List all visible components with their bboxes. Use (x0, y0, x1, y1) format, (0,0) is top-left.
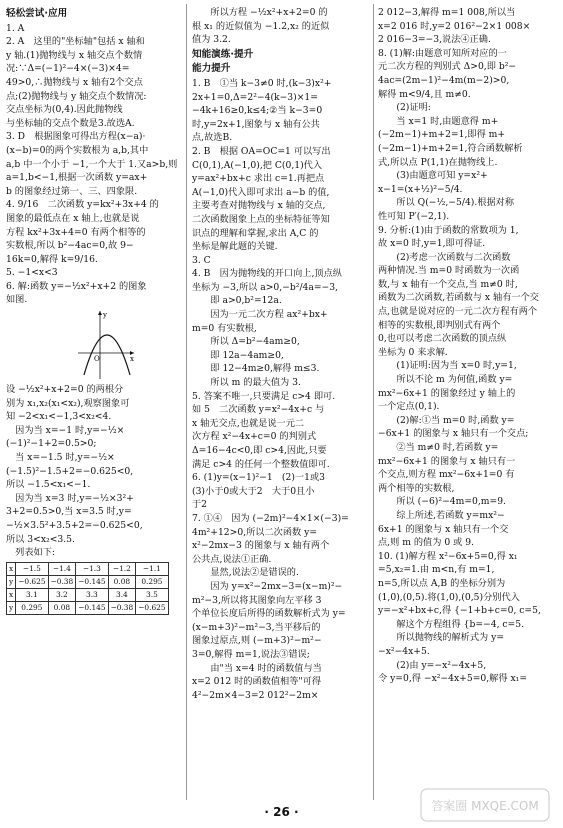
text-line: 4²−2m×4−3=2 012²−2m× (192, 689, 319, 701)
text-line: 实数根,所以 b²−4ac=0,故 9− (6, 240, 134, 252)
table-cell: 3.3 (76, 588, 108, 601)
text-line: 别为 x₁,x₂(x₁<x₂),观察图象可 (6, 397, 130, 409)
text-line: 根 x₁ 的近似值为 −1.2,x₂ 的近似 (192, 20, 330, 32)
table-cell: x (7, 588, 16, 601)
text-line: 令 y=0,得 −x²−4x+5=0,解得 x₁= (378, 673, 528, 685)
text-line: 9. 分析:(1)由于函数的常数项为 1, (378, 224, 519, 236)
column-1-text (6, 22, 184, 307)
text-line: 所以 Q(−½,−5/4).根据对称 (378, 197, 515, 209)
text-line: mx²−6x+1 的图象与 x 轴只有一 (378, 455, 516, 467)
text-line: 公共点,说法①正确. (192, 553, 272, 565)
text-line: (1,0),(0,5).将(1,0),(0,5)分别代入 (378, 591, 520, 603)
text-line: 数,与 x 轴有一个交点,当 m≠0 时, (378, 278, 518, 290)
text-line: 元二次方程的判别式 Δ>0,即 b²− (378, 61, 517, 73)
text-line: (−1)²−1+2=0.5>0; (6, 438, 97, 450)
text-line: 4m²+12>0,所以二次函数 y= (192, 526, 318, 538)
text-line: (x−b)=0的两个实数根为 a,b,其中 (6, 144, 149, 156)
table-cell: −0.38 (48, 575, 76, 588)
column-2-text-b (192, 77, 370, 702)
text-line: 6. (1)y=(x−1)²−1 (2)一1或3 (192, 472, 325, 484)
table-cell: 0.295 (136, 575, 168, 588)
graph-x-label: x (130, 355, 134, 364)
text-line: 2 012−3,解得 m=1 008,所以当 (378, 7, 516, 18)
text-line: 2 016−3=−3,说法④正确. (378, 34, 491, 46)
watermark-logo (420, 788, 550, 822)
text-line: 况:∵Δ=(−1)²−4×(−3)×4= (6, 63, 130, 75)
text-line: 函数为二次函数,若函数与 x 轴有一个交 (378, 292, 539, 304)
text-line: (x−m+3)²−m²−3,当平移后的 (192, 621, 321, 633)
table-cell: −0.625 (136, 601, 168, 614)
column-1 (6, 6, 184, 615)
text-line: m²−3,所以将其图象向左平移 3 (192, 594, 322, 606)
text-line: 10. (1)解方程 x²−6x+5=0,得 x₁ (378, 550, 518, 562)
text-line: 2x+1=0,Δ=2²−4(k−3)×1= (192, 91, 318, 103)
text-line: −x²−4x+5. (378, 645, 430, 657)
text-line: 显然,说法②是错误的. (192, 567, 299, 579)
column-3-text (378, 6, 558, 686)
table-cell: −1.3 (76, 562, 108, 575)
text-line: 所以抛物线的解析式为 y= (378, 632, 505, 644)
text-line: (3)由题意可知 y=x²+ (378, 170, 488, 182)
text-line: 与坐标轴的交点个数是3.故选A. (6, 117, 135, 129)
text-line: 3. D 根据图象可得出方程(x−a)· (6, 131, 146, 143)
text-line: 1. B ①当 k−3≠0 时,(k−3)x²+ (192, 77, 332, 89)
text-line: y=−x²+bx+c,得 {−1+b+c=0, c=5, (378, 605, 541, 617)
text-line: 1. A (6, 22, 25, 34)
text-line: 即 a>0,b²=12a. (192, 295, 282, 307)
text-line: 解得 m<9/4,且 m≠0. (378, 88, 471, 100)
table-cell: −0.625 (16, 575, 48, 588)
text-line: 方程 kx²+3x+4=0 有两个相等的 (6, 226, 146, 238)
text-line: 知 −2<x₁<−1,3<x₂<4. (6, 411, 112, 423)
text-line: (−2m−1)+m+2=1,即得 m+ (378, 129, 506, 141)
column-divider-1 (186, 4, 187, 800)
text-line: 交点坐标为(0,4).因此抛物线 (6, 104, 123, 116)
text-line: x=2 012 时的函数值相等"可得 (192, 676, 322, 688)
page-number: · 26 · (264, 805, 299, 819)
text-line: 6. 解:函数 y=−½x²+x+2 的图象 (6, 280, 147, 292)
text-line: 坐标为 −3,所以 a>0,−b²/4a=−3, (192, 281, 339, 293)
text-line: 所以 Δ=b²−4am≥0, (192, 336, 300, 348)
text-line: 次方程 x²−4x+c=0 的判别式 (192, 431, 317, 443)
text-line: 如图. (6, 294, 28, 306)
table-cell: −0.145 (76, 601, 108, 614)
parabola-graph (76, 309, 136, 381)
text-line: (3)小于0或大于2 大于0且小 (192, 485, 315, 497)
text-line: 主要考查对抛物线与 x 轴的交点, (192, 200, 326, 212)
text-line: 点,则 m 的值为 0 或 9. (378, 537, 474, 549)
text-line: 16k=0,解得 k=9/16. (6, 253, 98, 265)
text-line: 个交点,则方程 mx²−6x+1=0 有 (378, 469, 515, 481)
table-cell: 3.5 (136, 588, 168, 601)
text-line: (2)由 y=−x²−4x+5, (378, 659, 487, 671)
text-line: 因为当 x=−1 时,y=−½× (6, 424, 125, 436)
text-line: 列表如下: (6, 547, 56, 559)
text-line: ②当 m≠0 时,若函数 y= (378, 442, 499, 453)
text-line: =5,x₂=1.由 m<n,有 m=1, (378, 564, 495, 576)
text-line: 所以方程 −½x²+x+2=0 的 (192, 7, 328, 18)
text-line: 式,所以点 P(1,1)在抛物线上. (378, 156, 498, 168)
text-line: 因为 y=x²−2mx−3=(x−m)²− (192, 580, 343, 592)
text-line: 所以 −1.5<x₁<−1. (6, 479, 91, 491)
text-line: 点;(2)抛物线与 y 轴交点个数情况: (6, 90, 147, 102)
text-line: 8. (1)解:由题意可知所对应的一 (378, 47, 507, 59)
table-cell: 0.08 (108, 575, 136, 588)
table-cell: −0.145 (76, 575, 108, 588)
column-1-text-2 (6, 383, 184, 560)
text-line: 所以 (−6)²−4m=0,m=9. (378, 496, 506, 508)
text-line: y=ax²+bx+c 求出 c=1.再把点 (192, 173, 325, 185)
text-line: 49>0,∴抛物线与 x 轴有2个交点 (6, 76, 143, 88)
text-line: 坐标是解此题的关键. (192, 241, 278, 253)
text-line: 5. −1<x<3 (6, 267, 58, 279)
text-line: 3=0,解得 m=1,说法③错误; (192, 648, 310, 660)
text-line: 点,故选B. (192, 132, 233, 144)
text-line: 坐标为 0 来求解. (378, 346, 448, 358)
text-line: 5. 答案不唯一,只要满足 c>4 即可. (192, 390, 336, 402)
text-line: (2)考虑一次函数与二次函数 (378, 251, 511, 263)
table-row (7, 575, 169, 588)
text-line: 当 x=1 时,由题意得 m+ (378, 115, 499, 127)
table-cell: x (7, 562, 16, 575)
text-line: 两个相等的实数根, (378, 482, 455, 494)
text-line: 因为一元二次方程 ax²+bx+ (192, 309, 328, 321)
text-line: x 轴无交点,也就是说一元二 (192, 417, 305, 429)
text-line: 所以 m 的最大值为 3. (192, 377, 301, 389)
text-line: 3+2=0.5>0,当 x=3.5 时,y= (6, 506, 132, 518)
text-line: x−1=(x+½)²−5/4. (378, 183, 463, 195)
table-cell: −1.1 (136, 562, 168, 575)
table-cell: 0.295 (16, 601, 48, 614)
section-heading-practice: 知能演练·提升 (192, 48, 254, 60)
text-line: 两种情况.当 m=0 时函数为一次函 (378, 265, 520, 277)
text-line: 性可知 P′(−2,1). (378, 210, 450, 222)
section-heading-try: 轻松尝试·应用 (6, 8, 68, 19)
text-line: 一个定点(0,1). (378, 401, 440, 413)
text-line: 二次函数图象上点的坐标特征等知 (192, 213, 330, 225)
text-line: 2. B 根据 OA=OC=1 可以写出 (192, 145, 331, 157)
text-line: 4ac=(2m−1)²−4m(m−2)>0, (378, 74, 510, 86)
text-line: C(0,1),A(−1,0),把 C(0,1)代入 (192, 159, 323, 171)
table-cell: −0.38 (108, 601, 136, 614)
text-line: 图象的最低点在 x 轴上,也就是说 (6, 212, 140, 224)
text-line: b 的图象经过第一、三、四象限. (6, 185, 138, 197)
text-line: 如 5 二次函数 y=x²−4x+c 与 (192, 404, 325, 416)
section-heading-ability: 能力提升 (192, 63, 231, 75)
text-line: 故 x=0 时,y=1,即可得证. (378, 238, 486, 250)
text-line: 4. B 因为抛物线的开口向上,顶点纵 (192, 268, 342, 280)
text-line: 图象过原点,则 (−m+3)²−m²− (192, 635, 322, 647)
table-cell: 3.1 (16, 588, 48, 601)
table-cell: 0.08 (48, 601, 76, 614)
text-line: n=5,所以点 A,B 的坐标分别为 (378, 577, 506, 589)
text-line: (2)解:①当 m=0 时,函数 y= (378, 414, 515, 426)
text-line: 综上所述,若函数 y=mx²− (378, 509, 505, 521)
text-line: a,b 中一个小于 −1,一个大于 1.又a>b,则 (6, 158, 178, 170)
value-table (6, 562, 169, 615)
text-line: 相等的实数根,即判别式有两个 (378, 319, 501, 331)
table-row (7, 601, 169, 614)
text-line: A(−1,0)代入即可求出 a−b 的值, (192, 186, 330, 198)
text-line: 由"当 x=4 时的函数值与当 (192, 662, 322, 674)
text-line: 即 12−4m≥0,解得 m≤3. (192, 363, 320, 375)
text-line: 于2 (192, 499, 208, 511)
table-row (7, 588, 169, 601)
text-line: (1)证明:因为当 x=0 时,y=1, (378, 360, 517, 372)
column-divider-2 (373, 4, 374, 800)
text-line: 时,y=2x+1,图象与 x 轴有公共 (192, 118, 320, 130)
text-line: −4k+16≥0,k≤4;②当 k−3=0 (192, 105, 323, 117)
text-line: 4. 9/16 二次函数 y=kx²+3x+4 的 (6, 199, 159, 211)
column-3 (378, 6, 558, 686)
text-line: (−1.5)²−1.5+2=−0.625<0, (6, 465, 134, 477)
graph-origin-label: O (94, 355, 100, 364)
graph-y-label: y (103, 311, 107, 320)
table-cell: 3.4 (108, 588, 136, 601)
table-row (7, 562, 169, 575)
text-line: 满足 c>4 的任何一个整数值即可. (192, 458, 330, 470)
text-line: 2. A 这里的"坐标轴"包括 x 轴和 (6, 36, 145, 48)
text-line: 7. ①④ 因为 (−2m)²−4×1×(−3)= (192, 512, 349, 524)
text-line: y 轴.(1)抛物线与 x 轴交点个数情 (6, 49, 143, 61)
text-line: 3. C (192, 254, 211, 266)
text-line: Δ=16−4c<0,即 c>4,因此,只要 (192, 445, 327, 456)
table-cell: −1.2 (108, 562, 136, 575)
table-cell: −1.4 (48, 562, 76, 575)
text-line: 即 12a−4am≥0, (192, 349, 284, 361)
table-cell: 3.2 (48, 588, 76, 601)
text-line: 0,也可以考虑二次函数的顶点纵 (378, 333, 507, 345)
text-line: 设 −½x²+x+2=0 的两根分 (6, 384, 124, 396)
table-cell: y (7, 575, 16, 588)
text-line: 值为 3.2. (192, 34, 231, 46)
text-line: 当 x=−1.5 时,y=−½× (6, 452, 115, 464)
text-line: 识点的理解和掌握,求出 A,C 的 (192, 227, 319, 239)
column-2 (192, 6, 370, 702)
text-line: x²−2mx−3 的图象与 x 轴有两个 (192, 540, 330, 552)
watermark-text: 答案圈 MXQE.COM (431, 799, 539, 813)
text-line: −6x+1 的图象与 x 轴只有一个交点; (378, 428, 529, 440)
text-line: 解这个方程组得 {b=−4, c=5. (378, 618, 525, 630)
text-line: 所以不论 m 为何值,函数 y= (378, 374, 513, 386)
text-line: (2)证明: (378, 102, 431, 114)
text-line: a=1,b<−1,根据一次函数 y=ax+ (6, 172, 148, 184)
text-line: 个单位长度后所得的函数解析式为 y= (192, 608, 346, 620)
text-line: (−2m−1)+m+2=1,符合函数解析 (378, 142, 523, 154)
table-cell: −1.5 (16, 562, 48, 575)
text-line: mx²−6x+1 的图象经过 y 轴上的 (378, 387, 516, 399)
table-cell: y (7, 601, 16, 614)
text-line: m=0 有实数根, (192, 322, 257, 334)
text-line: 所以 3<x₂<3.5. (6, 533, 75, 545)
text-line: 因为当 x=3 时,y=−½×3²+ (6, 492, 134, 504)
text-line: 6x+1 的图象与 x 轴只有一个交 (378, 523, 509, 535)
text-line: −½×3.5²+3.5+2=−0.625<0, (6, 520, 143, 531)
text-line: 点,也就是说对应的一元二次方程有两个 (378, 306, 538, 318)
column-2-text-a (192, 6, 370, 47)
text-line: x=2 016 时,y=2 016²−2×1 008× (378, 20, 531, 32)
